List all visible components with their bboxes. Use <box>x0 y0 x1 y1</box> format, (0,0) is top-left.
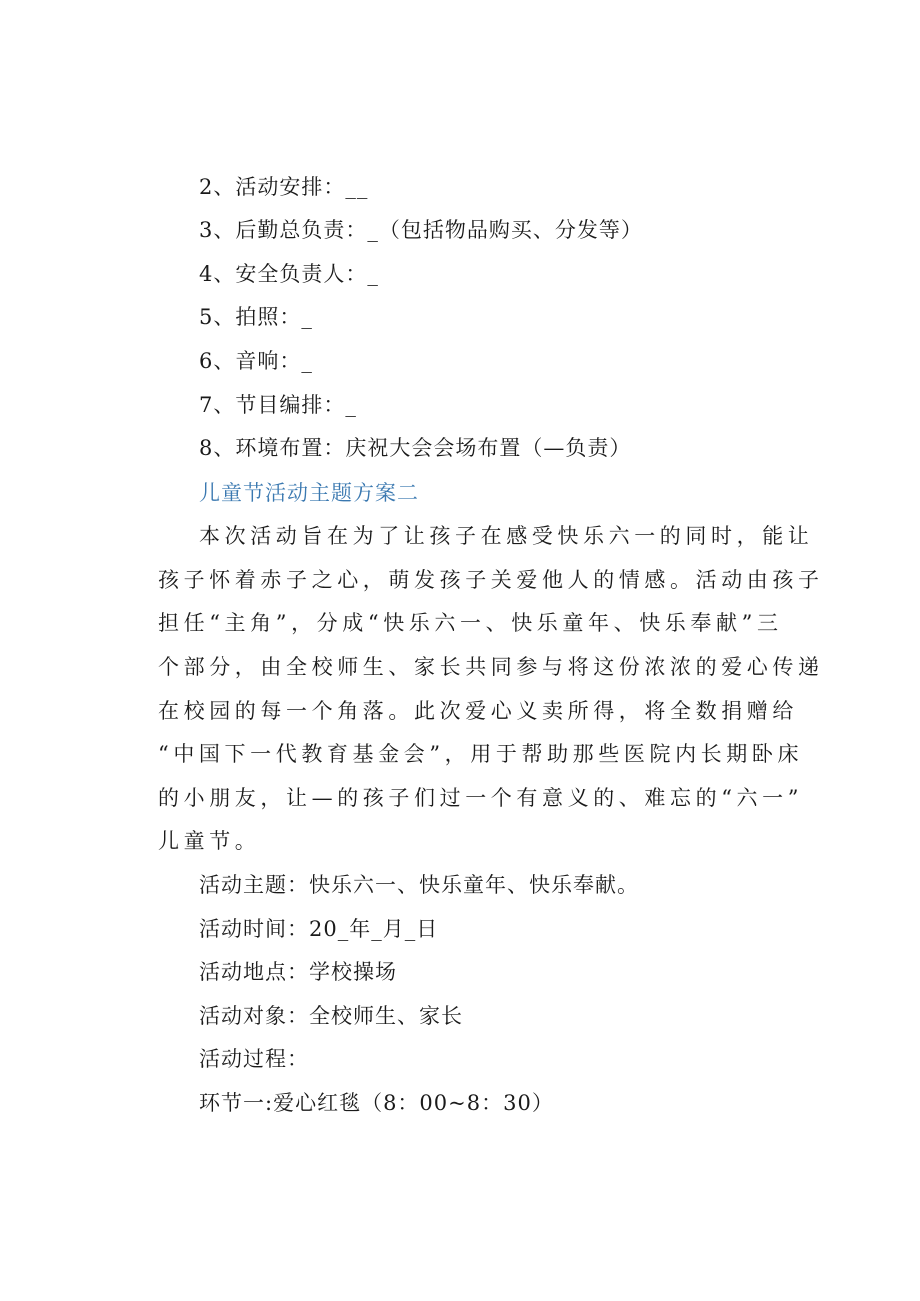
paragraph-line: 的小朋友，让—的孩子们过一个有意义的、难忘的“六一” <box>158 786 804 810</box>
list-item-photography: 5、拍照：_ <box>199 305 313 329</box>
section-heading: 儿童节活动主题方案二 <box>199 481 419 505</box>
detail-time: 活动时间：20_年_月_日 <box>199 917 439 941</box>
list-item-safety: 4、安全负责人：_ <box>199 262 379 286</box>
list-item-environment: 8、环境布置：庆祝大会会场布置（—负责） <box>199 436 632 460</box>
list-item-logistics: 3、后勤总负责：_（包括物品购买、分发等） <box>199 218 643 242</box>
paragraph-line: “中国下一代教育基金会”，用于帮助那些医院内长期卧床 <box>158 742 804 766</box>
detail-theme: 活动主题：快乐六一、快乐童年、快乐奉献。 <box>199 873 639 897</box>
paragraph-line: 在校园的每一个角落。此次爱心义卖所得，将全数捐赠给 <box>158 699 798 723</box>
detail-location: 活动地点：学校操场 <box>199 960 397 984</box>
list-item-activity-arrangement: 2、活动安排：__ <box>199 175 369 199</box>
detail-process: 活动过程： <box>199 1047 309 1071</box>
paragraph-line: 孩子怀着赤子之心，萌发孩子关爱他人的情感。活动由孩子 <box>158 568 824 592</box>
paragraph-line: 本次活动旨在为了让孩子在感受快乐六一的同时，能让 <box>199 524 814 548</box>
paragraph-line: 担任“主角”，分成“快乐六一、快乐童年、快乐奉献”三 <box>158 611 783 635</box>
detail-audience: 活动对象：全校师生、家长 <box>199 1004 463 1028</box>
detail-segment-one: 环节一:爱心红毯（8：00~8：30） <box>199 1091 554 1115</box>
paragraph-line: 个部分，由全校师生、家长共同参与将这份浓浓的爱心传递 <box>158 655 824 679</box>
paragraph-line: 儿童节。 <box>158 829 261 853</box>
list-item-program: 7、节目编排：_ <box>199 393 357 417</box>
list-item-audio: 6、音响：_ <box>199 349 313 373</box>
